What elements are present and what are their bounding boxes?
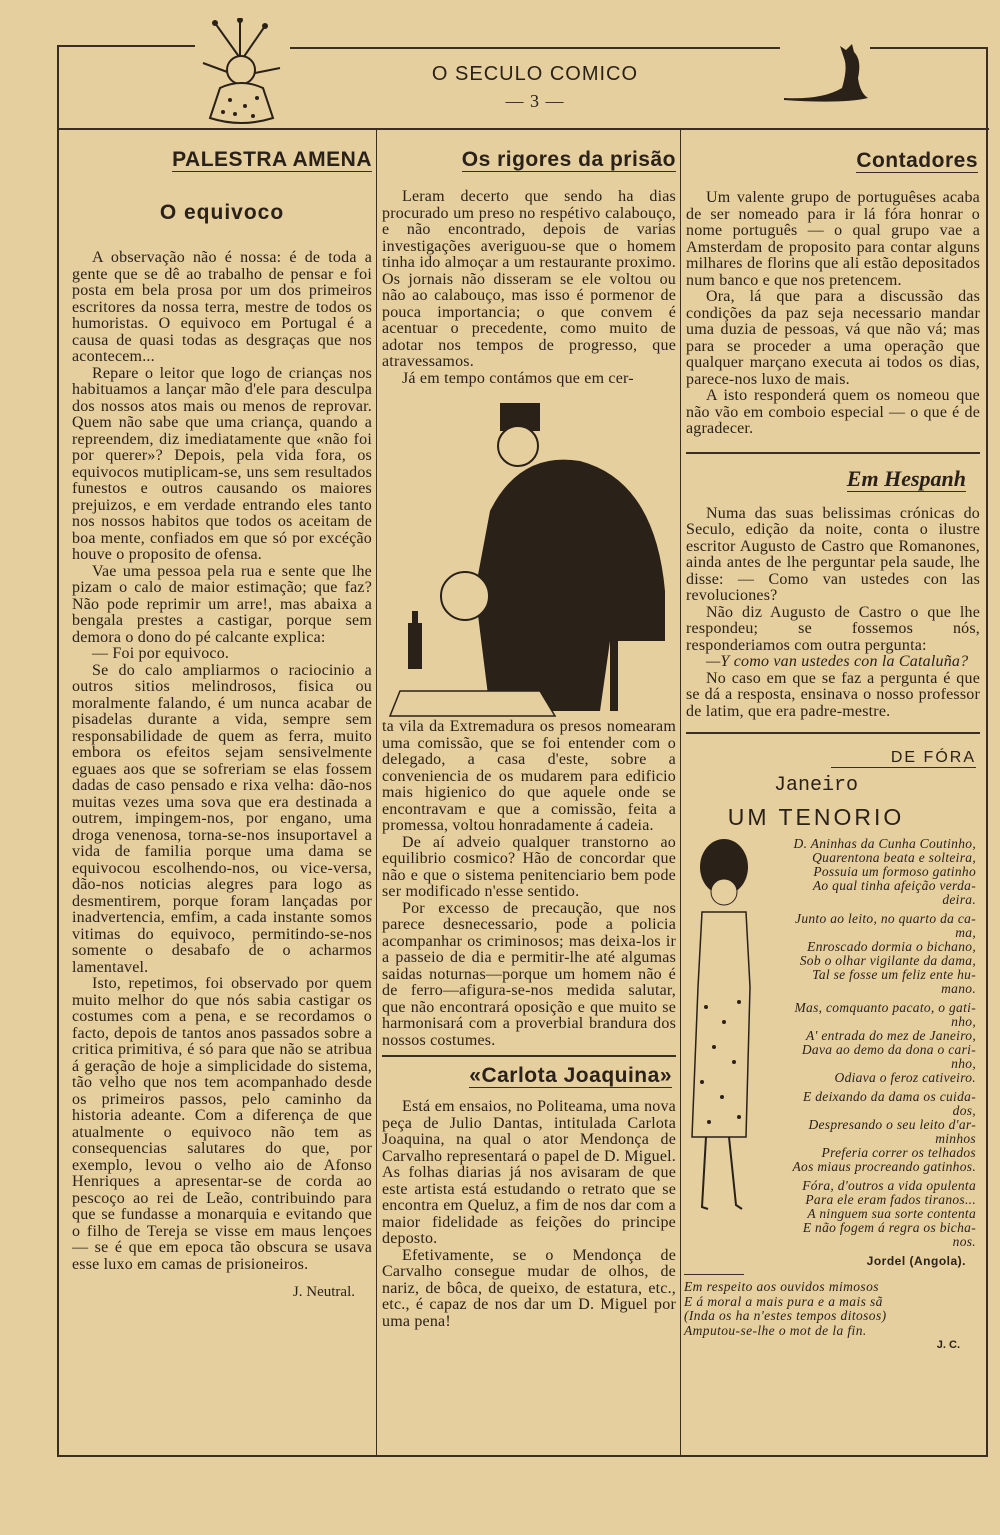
poem-stanza: Mas, comquanto pacato, o gati- nho, A' entrada do mez de Janeiro, Dava ao demo da dona o cari- nho, Odiava o feroz cativeiro. xyxy=(794,1000,976,1085)
article-title-carlota xyxy=(382,1063,676,1089)
paragraph: No caso em que se faz a pergunta é que se dá a resposta, ensinava o nosso professor de latim, que era padre-mestre. xyxy=(686,669,980,720)
poem-section xyxy=(686,837,980,1269)
article-title-text: Em Hespanh xyxy=(846,465,966,491)
paragraph: Um valente grupo de portuguêses acaba de ser nomeado para ir lá fóra honrar o nome português — o qual grupo vae a Amsterdam de proposito para contar alguns milhares de florins que ali estão depositados num banco e que nos pretencem. xyxy=(686,189,980,289)
paragraph: A isto responderá quem os nomeou que não vão em comboio especial — o que é de agradecer. xyxy=(686,387,980,437)
column-1 xyxy=(72,147,372,1301)
poem-signature: Jordel (Angola). xyxy=(866,1254,966,1268)
divider xyxy=(684,1274,744,1275)
epigram: Em respeito aos ouvidos mimosos E á moral a mais pura e a mais sã (Inda os ha n'estes tempos ditosos) Amputou-se-lhe o mot de la fin. xyxy=(684,1279,887,1338)
poem-body xyxy=(760,837,976,1249)
article-title-contadores xyxy=(686,148,980,174)
paragraph: — Foi por equivoco. xyxy=(92,645,230,662)
right-border xyxy=(986,47,988,1457)
prisoner-dining-illustration xyxy=(380,391,676,719)
header-rule-left xyxy=(57,45,195,47)
article-title-rigores xyxy=(382,147,676,173)
paragraph: Vae uma pessoa pela rua e sente que lhe pizam o calo de maior estimação; que faz? Não pode reprimir um arre!, mas abaixa a bengala prestes a castigar, porque sem demora o dono do pé calcante explica: xyxy=(72,562,372,646)
poem-stanza: D. Aninhas da Cunha Coutinho, Quarentona beata e solteira, Possuia um formoso gatinho Ao qual tinha afeição verda- deira. xyxy=(793,836,976,907)
author-signature: J. Neutral. xyxy=(292,1284,355,1300)
article-body-rigores-top xyxy=(382,189,676,387)
cat-silhouette-icon xyxy=(782,38,870,104)
paragraph: De aí adveio qualquer transtorno ao equilibrio cosmico? Hão de concordar que não e que o sistema penitenciario bem pode ser modificado n'esse sentido. xyxy=(382,833,676,900)
paragraph: Leram decerto que sendo ha dias procurado um preso no respétivo calabouço, e não encontrado, depois de varias investigações averiguou-se que o homem tinha ido almoçar a um restaurante proximo. Os jornais não disseram se ele voltou ou não ao calabouço, mas isso é pormenor de pouca importancia; o que convem é acentuar o precedente, como muito de adotar nos tempos de progresso, que atravessamos. xyxy=(382,188,676,370)
paragraph: Efetivamente, se o Mendonça de Carvalho consegue mudar de olhos, de nariz, de bôca, de queixo, de estatura, etc., etc., é capaz de nos dar um D. Miguel por uma pena! xyxy=(382,1246,676,1330)
paragraph: Já em tempo contámos que em cer- xyxy=(402,369,634,387)
paragraph: Numa das suas belissimas crónicas do Seculo, edição da noite, conta o ilustre escritor Augusto de Castro que Romanones, ainda antes de lhe perguntar pela saude, lhe disse: — Como van ustedes con las revoluciones? xyxy=(686,504,980,604)
article-title-em-hespanha xyxy=(686,466,980,492)
column-rule-1 xyxy=(376,130,377,1455)
paragraph: Está em ensaios, no Politeama, uma nova peça de Julio Dantas, intitulada Carlota Joaquina, na qual o ator Mendonça de Carvalho representará o papel de D. Miguel. As folhas diarias já nos avisaram de que este artista está estudando o retrato que se encontra em Queluz, a fim de nos dar com a maior fidelidade as feições do principe deposto. xyxy=(382,1098,676,1247)
paragraph: Por excesso de precaução, que nos parece desnecessario, pode a policia acompanhar os criminosos; mas deixa-los ir a passeio de dia e permitir-lhe até algumas saidas noturnas—porque um homem não é de ferro—afigura-se-nos medida salutar, que não encontrará oposição e que muito se harmonisará com a proverbial brandura dos nossos costumes. xyxy=(382,899,676,1049)
section-heading-de-fora: DE FÓRA xyxy=(831,748,976,768)
divider xyxy=(382,1055,676,1057)
paragraph: Não diz Augusto de Castro o que lhe respondeu; se fossemos nós, responderiamos com outra pergunta: xyxy=(686,603,980,654)
divider xyxy=(686,452,980,454)
poem-stanza: E deixando da dama os cuida- dos, Despresando o seu leito d'ar- minhos Preferia correr os telhados Aos miaus procreando gatinhos. xyxy=(792,1089,976,1174)
poem-stanza: Junto ao leito, no quarto da ca- ma, Enroscado dormia o bichano, Sob o olhar vigilante da dama, Tal se fosse um feliz ente hu- mano. xyxy=(795,911,976,996)
paragraph: Isto, repetimos, foi observado por quem muito melhor do que nós sabia castigar os costumes com a pena, e se recordamos o facto, depois de tantos anos passados sobre a critica primitiva, é só para que não se atribua á geração de hoje a simplicidade do sistema, tão velho que nos tem acompanhado desde os primeiros passos, pelo caminho da historia adeante. Com a diferença de que atualmente o equivoco não tem as consequencias salutares do que, por exemplo, levou o velho aio de Afonso Henriques a apresentar-se de corda ao pescoço ao rei de Leão, contribuindo para que se fundasse a monarquia e evitando que o filho de Tereja se visse em maus lençoes — se é que em epoca tão obscura se usava esse luxo em camas de prisioneiros. xyxy=(72,975,372,1273)
article-body-contadores xyxy=(686,190,980,438)
paragraph: —Y como van ustedes con la Cataluña? xyxy=(706,653,969,670)
section-heading-text: PALESTRA AMENA xyxy=(172,148,372,171)
left-border xyxy=(57,45,59,1457)
article-title-text: «Carlota Joaquina» xyxy=(469,1064,672,1087)
column-2 xyxy=(382,147,676,1330)
woman-with-cat-illustration xyxy=(684,837,764,1222)
article-title-equivoco: O equivoco xyxy=(159,201,285,224)
column-rule-2 xyxy=(680,130,681,1455)
article-body-carlota xyxy=(382,1099,676,1330)
article-title-text: Contadores xyxy=(856,149,978,172)
doll-illustration-icon xyxy=(195,18,285,130)
poem-title: UM TENORIO xyxy=(727,804,905,830)
paragraph: Se do calo ampliarmos o raciocinio a outros sitios melindrosos, fisica ou moralmente falando, é um nunca acabar de pisadelas durante a vida, sempre sem responsabilidade de quem as ferra, muito embora os efeitos sejam sensivelmente eguaes aos que se sofreriam se elas fossem dadas de caso pensado e rixa velha: dão-nos muitas vezes uma sova que era destinada a outrem, impingem-nos, por engano, uma droga venenosa, torna-se-nos insuportavel a vida de familia porque uma dama se equivocou escolhendo-nos, ou vice-versa, dão-nos noticias alegres para logo as desmentirem, porque foram lançadas por inadvertencia, emfim, a cada instante somos vitimas do equivoco, permitindo-se-nos somente o desabafo de o acharmos lamentavel. xyxy=(72,661,372,976)
column-3 xyxy=(686,148,980,1352)
newspaper-title: O SECULO COMICO xyxy=(431,63,639,85)
divider xyxy=(686,732,980,734)
paragraph: ta vila da Extremadura os presos nomearam uma comissão, que se foi entender com o delegado, a casa d'este, sobre a conveniencia de os mudarem para edificio mais higienico do que aquele onde se encontravam e que a comissão, feita a promessa, voltou honradamente á cadeia. xyxy=(382,718,676,834)
bottom-rule xyxy=(57,1455,988,1457)
top-rule xyxy=(57,128,989,130)
header-rule-center xyxy=(290,47,780,49)
header-rule-right xyxy=(870,47,988,49)
poem-kicker: Janeiro xyxy=(773,774,858,797)
article-body-em-hespanha xyxy=(686,506,980,721)
epigram-signature: J. C. xyxy=(936,1339,960,1351)
poem-stanza: Fóra, d'outros a vida opulenta Para ele eram fados tiranos... A ninguem sua sorte contenta E não fogem á regra os bicha- nos. xyxy=(802,1178,976,1249)
paragraph: Ora, lá que para a discussão das condições da paz seja necessario mandar uma duzia de pessoas, vá que não vá; mas para se proceder a uma operação que qualquer marçano executa ai todos os dias, parece-nos luxo de mais. xyxy=(686,288,980,388)
paragraph: A observação não é nossa: é de toda a gente que se dê ao trabalho de pensar e foi posta em bela prosa por um dos primeiros escritores da nossa terra, mestre de todos os humoristas. O equivoco em Portugal é a causa de quasi todas as desgraças que nos acontecem... xyxy=(72,249,372,365)
article-body-equivoco xyxy=(72,250,372,1273)
article-body-rigores-bottom xyxy=(382,719,676,1049)
article-title-text: Os rigores da prisão xyxy=(461,148,676,171)
section-heading-palestra-amena xyxy=(72,147,372,173)
paragraph: Repare o leitor que logo de crianças nos habituamos a lançar mão d'ele para desculpa dos nossos atos mais ou menos de reprovar. Quem não sabe que uma criança, quando a repreendem, diz imediatamente que «não foi por querer»? Depois, pela vida fora, os equivocos mutiplicam-se, uns sem resultados funestos e outros causando os maiores prejuizos, e em verdade entrando eles tanto nos nossos habitos que todos os aceitam de boa mente, confiados em que só por excéção houve o proposito de ofensa. xyxy=(72,364,372,563)
page-number: — 3 — xyxy=(505,91,565,111)
